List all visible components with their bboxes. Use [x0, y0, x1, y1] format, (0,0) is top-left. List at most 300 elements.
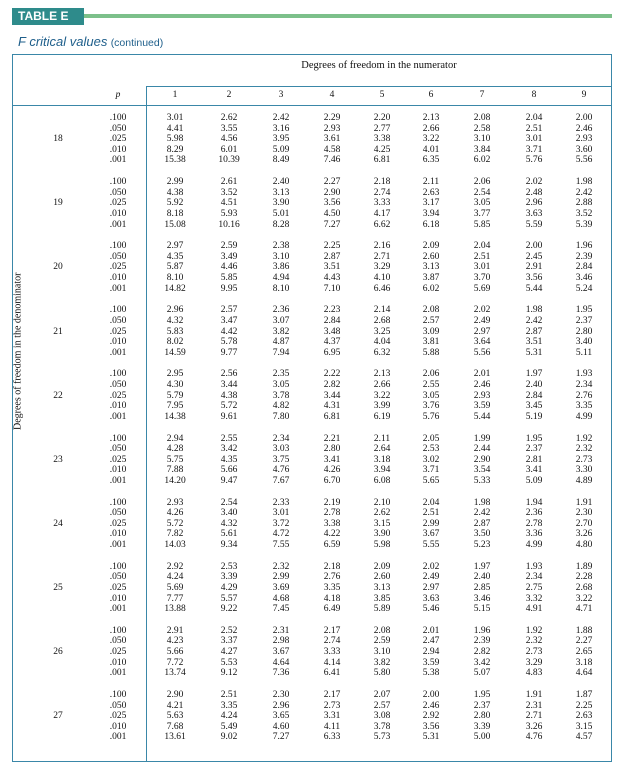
- table-cell: 2.91: [166, 625, 184, 636]
- table-cell: 2.20: [373, 113, 391, 123]
- column-header-9: 9: [581, 90, 587, 100]
- table-cell: 2.39: [575, 251, 593, 262]
- table-cell: 3.03: [272, 444, 290, 455]
- table-cell: 2.99: [422, 518, 440, 529]
- table-cell: 2.66: [422, 123, 440, 134]
- table-cell: 4.26: [166, 508, 184, 519]
- table-cell: 2.94: [166, 433, 184, 444]
- table-cell: 2.94: [422, 647, 440, 657]
- column-header-7: 7: [479, 90, 485, 100]
- table-cell: 5.55: [422, 540, 440, 550]
- table-label: TABLE E: [12, 8, 84, 25]
- p-value-cell: .010: [109, 593, 127, 604]
- table-cell: 6.32: [373, 347, 391, 358]
- table-cell: 4.46: [220, 262, 238, 273]
- table-cell: 4.35: [220, 454, 238, 465]
- table-cell: 3.05: [473, 198, 491, 209]
- table-cell: 4.89: [575, 475, 593, 486]
- column-header-1: 1: [172, 90, 178, 100]
- table-cell: 2.22: [323, 369, 341, 380]
- table-cell: 3.33: [323, 647, 341, 657]
- df-label: 25: [53, 582, 63, 593]
- table-cell: 2.82: [323, 380, 341, 390]
- p-value-cell: .010: [109, 465, 127, 476]
- table-cell: 3.56: [422, 721, 440, 732]
- p-value-cell: .025: [109, 582, 127, 593]
- table-cell: 3.95: [272, 134, 290, 145]
- table-cell: 4.56: [220, 134, 238, 145]
- table-cell: 4.28: [166, 444, 184, 455]
- table-cell: 4.58: [323, 144, 341, 155]
- table-cell: 2.84: [525, 390, 543, 401]
- table-cell: 5.63: [166, 711, 184, 722]
- table-cell: 3.44: [220, 380, 238, 390]
- p-value-cell: .100: [109, 113, 127, 123]
- table-cell: 5.73: [373, 732, 391, 743]
- table-cell: 2.37: [525, 444, 543, 455]
- p-value-cell: .025: [109, 711, 127, 722]
- table-cell: 2.98: [272, 636, 290, 647]
- table-cell: 2.36: [525, 508, 543, 519]
- table-cell: 2.80: [323, 444, 341, 455]
- p-value-cell: .001: [109, 219, 127, 230]
- table-cell: 1.89: [575, 561, 593, 572]
- table-cell: 3.41: [323, 454, 341, 465]
- p-value-cell: .100: [109, 369, 127, 380]
- table-cell: 2.60: [422, 251, 440, 262]
- table-cell: 7.36: [272, 668, 290, 679]
- table-cell: 2.30: [575, 508, 593, 519]
- table-cell: 3.09: [422, 326, 440, 337]
- table-cell: 4.37: [323, 337, 341, 348]
- table-cell: 3.01: [272, 508, 290, 519]
- p-value-cell: .100: [109, 689, 127, 700]
- table-cell: 2.37: [473, 700, 491, 711]
- table-cell: 3.75: [272, 454, 290, 465]
- table-cell: 2.71: [373, 251, 391, 262]
- table-cell: 2.25: [575, 700, 593, 711]
- table-cell: 2.51: [422, 508, 440, 519]
- table-cell: 4.76: [525, 732, 543, 743]
- table-cell: 4.32: [166, 315, 184, 326]
- table-cell: 1.97: [525, 369, 543, 380]
- table-cell: 2.09: [373, 561, 391, 572]
- table-cell: 4.24: [166, 572, 184, 583]
- table-cell: 5.85: [473, 219, 491, 230]
- table-cell: 3.59: [473, 401, 491, 412]
- table-cell: 5.53: [220, 657, 238, 668]
- table-cell: 4.27: [220, 647, 238, 657]
- table-cell: 2.96: [525, 198, 543, 209]
- table-cell: 2.01: [473, 369, 491, 380]
- table-cell: 5.72: [220, 401, 238, 412]
- table-cell: 5.66: [166, 647, 184, 657]
- table-cell: 5.19: [525, 411, 543, 422]
- table-cell: 1.93: [575, 369, 593, 380]
- table-cell: 9.02: [220, 732, 238, 743]
- table-cell: 2.80: [473, 711, 491, 722]
- table-cell: 3.48: [323, 326, 341, 337]
- table-cell: 2.11: [422, 177, 440, 188]
- table-cell: 7.95: [166, 401, 184, 412]
- table-cell: 2.08: [373, 625, 391, 636]
- table-cell: 3.90: [373, 529, 391, 540]
- table-cell: 5.56: [473, 347, 491, 358]
- table-cell: 2.44: [473, 444, 491, 455]
- table-cell: 8.02: [166, 337, 184, 348]
- table-cell: 2.75: [525, 582, 543, 593]
- column-header-divider: [12, 105, 612, 106]
- table-cell: 2.45: [525, 251, 543, 262]
- table-cell: 14.20: [164, 475, 186, 486]
- table-cell: 2.90: [166, 689, 184, 700]
- table-cell: 4.43: [323, 273, 341, 283]
- table-cell: 2.63: [422, 187, 440, 198]
- p-value-cell: .025: [109, 454, 127, 465]
- table-cell: 3.94: [422, 208, 440, 219]
- table-cell: 4.24: [220, 711, 238, 722]
- p-value-cell: .010: [109, 529, 127, 540]
- subtitle-continued: (continued): [110, 37, 164, 49]
- table-cell: 3.13: [422, 262, 440, 273]
- table-cell: 10.16: [218, 219, 240, 230]
- table-cell: 3.38: [373, 134, 391, 145]
- table-cell: 2.30: [272, 689, 290, 700]
- table-cell: 2.57: [422, 315, 440, 326]
- table-cell: 2.80: [575, 326, 593, 337]
- table-cell: 4.60: [272, 721, 290, 732]
- table-cell: 2.46: [575, 123, 593, 134]
- table-cell: 3.78: [272, 390, 290, 401]
- table-cell: 3.29: [525, 657, 543, 668]
- table-cell: 2.93: [323, 123, 341, 134]
- table-cell: 2.21: [323, 433, 341, 444]
- table-cell: 5.76: [422, 411, 440, 422]
- table-cell: 2.96: [166, 305, 184, 316]
- table-cell: 2.04: [473, 241, 491, 252]
- table-cell: 4.31: [323, 401, 341, 412]
- table-cell: 3.60: [575, 144, 593, 155]
- table-cell: 2.73: [525, 647, 543, 657]
- table-cell: 1.98: [575, 177, 593, 188]
- table-cell: 2.23: [323, 305, 341, 316]
- table-cell: 4.30: [166, 380, 184, 390]
- p-value-cell: .050: [109, 700, 127, 711]
- p-value-cell: .010: [109, 657, 127, 668]
- table-cell: 7.10: [323, 283, 341, 294]
- table-cell: 5.87: [166, 262, 184, 273]
- table-cell: 2.06: [422, 369, 440, 380]
- table-cell: 4.22: [323, 529, 341, 540]
- table-cell: 3.05: [272, 380, 290, 390]
- table-cell: 2.60: [373, 572, 391, 583]
- table-cell: 8.28: [272, 219, 290, 230]
- numerator-header: Degrees of freedom in the numerator: [301, 60, 457, 71]
- table-cell: 2.10: [373, 497, 391, 508]
- table-cell: 3.71: [525, 144, 543, 155]
- table-cell: 2.27: [323, 177, 341, 188]
- header-rule: [84, 14, 612, 18]
- table-cell: 2.78: [323, 508, 341, 519]
- table-cell: 13.74: [164, 668, 186, 679]
- table-cell: 4.99: [575, 411, 593, 422]
- table-cell: 2.37: [575, 315, 593, 326]
- table-cell: 2.70: [575, 518, 593, 529]
- table-cell: 9.34: [220, 540, 238, 550]
- stub-divider: [146, 87, 147, 761]
- p-value-cell: .025: [109, 390, 127, 401]
- table-cell: 8.49: [272, 155, 290, 166]
- p-value-cell: .050: [109, 636, 127, 647]
- table-cell: 4.04: [373, 337, 391, 348]
- table-cell: 3.22: [373, 390, 391, 401]
- table-cell: 13.88: [164, 604, 186, 615]
- df-label: 22: [53, 390, 63, 401]
- table-cell: 2.76: [323, 572, 341, 583]
- table-cell: 3.81: [422, 337, 440, 348]
- table-cell: 2.99: [272, 572, 290, 583]
- table-cell: 2.91: [525, 262, 543, 273]
- table-cell: 3.32: [525, 593, 543, 604]
- table-cell: 1.98: [473, 497, 491, 508]
- p-value-cell: .001: [109, 540, 127, 550]
- table-cell: 7.55: [272, 540, 290, 550]
- table-cell: 5.72: [166, 518, 184, 529]
- table-cell: 2.36: [272, 305, 290, 316]
- table-cell: 5.09: [272, 144, 290, 155]
- table-cell: 3.86: [272, 262, 290, 273]
- table-cell: 3.08: [373, 711, 391, 722]
- table-cell: 1.92: [575, 433, 593, 444]
- table-cell: 2.46: [422, 700, 440, 711]
- table-cell: 7.46: [323, 155, 341, 166]
- df-label: 23: [53, 454, 63, 465]
- table-cell: 2.02: [473, 305, 491, 316]
- table-cell: 5.61: [220, 529, 238, 540]
- table-cell: 2.56: [220, 369, 238, 380]
- table-cell: 2.64: [373, 444, 391, 455]
- p-value-cell: .050: [109, 508, 127, 519]
- table-cell: 4.57: [575, 732, 593, 743]
- table-cell: 3.52: [220, 187, 238, 198]
- table-cell: 2.13: [422, 113, 440, 123]
- table-cell: 3.78: [373, 721, 391, 732]
- table-cell: 5.31: [422, 732, 440, 743]
- p-value-cell: .025: [109, 518, 127, 529]
- table-cell: 6.59: [323, 540, 341, 550]
- df-label: 24: [53, 518, 63, 529]
- p-value-cell: .100: [109, 561, 127, 572]
- table-cell: 2.34: [272, 433, 290, 444]
- table-cell: 4.71: [575, 604, 593, 615]
- table-cell: 3.25: [373, 326, 391, 337]
- p-value-cell: .025: [109, 198, 127, 209]
- table-cell: 5.98: [166, 134, 184, 145]
- table-cell: 2.00: [422, 689, 440, 700]
- table-cell: 3.41: [525, 465, 543, 476]
- table-cell: 5.85: [220, 273, 238, 283]
- table-cell: 3.42: [220, 444, 238, 455]
- table-cell: 3.76: [422, 401, 440, 412]
- denominator-header: Degrees of freedom in the denominator: [12, 272, 24, 430]
- table-cell: 2.92: [166, 561, 184, 572]
- table-cell: 3.72: [272, 518, 290, 529]
- table-cell: 2.42: [272, 113, 290, 123]
- table-cell: 6.01: [220, 144, 238, 155]
- table-cell: 5.66: [220, 465, 238, 476]
- p-value-cell: .001: [109, 732, 127, 743]
- df-label: 19: [53, 198, 63, 209]
- table-cell: 2.90: [473, 454, 491, 465]
- table-cell: 3.82: [373, 657, 391, 668]
- table-cell: 7.72: [166, 657, 184, 668]
- table-cell: 3.36: [525, 529, 543, 540]
- table-cell: 2.53: [220, 561, 238, 572]
- table-cell: 2.40: [525, 380, 543, 390]
- table-cell: 3.51: [323, 262, 341, 273]
- df-label: 27: [53, 711, 63, 722]
- table-cell: 4.64: [575, 668, 593, 679]
- table-cell: 2.19: [323, 497, 341, 508]
- table-cell: 3.30: [575, 465, 593, 476]
- table-cell: 3.56: [525, 273, 543, 283]
- table-cell: 4.11: [323, 721, 341, 732]
- p-value-cell: .025: [109, 134, 127, 145]
- table-cell: 3.39: [220, 572, 238, 583]
- p-value-cell: .010: [109, 337, 127, 348]
- table-cell: 2.82: [473, 647, 491, 657]
- table-cell: 2.97: [166, 241, 184, 252]
- table-cell: 9.77: [220, 347, 238, 358]
- table-cell: 15.08: [164, 219, 186, 230]
- table-cell: 3.22: [575, 593, 593, 604]
- table-cell: 6.19: [373, 411, 391, 422]
- table-cell: 2.29: [323, 113, 341, 123]
- table-cell: 2.71: [525, 711, 543, 722]
- table-cell: 4.99: [525, 540, 543, 550]
- table-cell: 2.87: [525, 326, 543, 337]
- table-subtitle: [18, 34, 163, 49]
- table-cell: 4.72: [272, 529, 290, 540]
- table-cell: 8.29: [166, 144, 184, 155]
- table-cell: 3.56: [323, 198, 341, 209]
- table-cell: 2.32: [575, 444, 593, 455]
- table-cell: 2.09: [422, 241, 440, 252]
- table-cell: 4.32: [220, 518, 238, 529]
- table-cell: 2.48: [525, 187, 543, 198]
- table-cell: 2.08: [422, 305, 440, 316]
- table-cell: 4.87: [272, 337, 290, 348]
- table-cell: 1.88: [575, 625, 593, 636]
- table-cell: 3.02: [422, 454, 440, 465]
- table-cell: 4.38: [220, 390, 238, 401]
- table-cell: 2.42: [575, 187, 593, 198]
- table-cell: 3.35: [220, 700, 238, 711]
- table-cell: 5.09: [525, 475, 543, 486]
- table-cell: 3.71: [422, 465, 440, 476]
- table-cell: 3.10: [272, 251, 290, 262]
- p-value-cell: .050: [109, 380, 127, 390]
- table-cell: 2.13: [373, 369, 391, 380]
- table-cell: 5.57: [220, 593, 238, 604]
- table-cell: 5.39: [575, 219, 593, 230]
- table-cell: 2.68: [373, 315, 391, 326]
- table-cell: 4.38: [166, 187, 184, 198]
- table-cell: 2.40: [272, 177, 290, 188]
- table-cell: 2.92: [422, 711, 440, 722]
- table-cell: 3.01: [166, 113, 184, 123]
- table-cell: 4.01: [422, 144, 440, 155]
- table-cell: 3.10: [373, 647, 391, 657]
- table-cell: 2.18: [373, 177, 391, 188]
- table-cell: 3.59: [422, 657, 440, 668]
- table-cell: 4.83: [525, 668, 543, 679]
- table-cell: 3.22: [422, 134, 440, 145]
- table-cell: 4.42: [220, 326, 238, 337]
- table-cell: 3.51: [525, 337, 543, 348]
- table-cell: 3.52: [575, 208, 593, 219]
- table-cell: 1.95: [525, 433, 543, 444]
- table-cell: 3.47: [220, 315, 238, 326]
- table-cell: 2.00: [575, 113, 593, 123]
- table-cell: 2.51: [220, 689, 238, 700]
- table-cell: 2.84: [575, 262, 593, 273]
- table-cell: 4.14: [323, 657, 341, 668]
- table-cell: 3.05: [422, 390, 440, 401]
- table-cell: 2.35: [272, 369, 290, 380]
- table-cell: 3.33: [373, 198, 391, 209]
- table-cell: 2.81: [525, 454, 543, 465]
- table-cell: 6.81: [323, 411, 341, 422]
- table-cell: 2.66: [373, 380, 391, 390]
- p-value-cell: .050: [109, 123, 127, 134]
- table-cell: 2.54: [220, 497, 238, 508]
- table-cell: 2.73: [575, 454, 593, 465]
- table-cell: 5.76: [525, 155, 543, 166]
- table-cell: 2.93: [575, 134, 593, 145]
- table-cell: 8.10: [272, 283, 290, 294]
- table-cell: 5.56: [575, 155, 593, 166]
- table-cell: 4.64: [272, 657, 290, 668]
- table-cell: 4.21: [166, 700, 184, 711]
- table-cell: 2.85: [473, 582, 491, 593]
- table-cell: 2.49: [422, 572, 440, 583]
- p-value-cell: .050: [109, 251, 127, 262]
- table-cell: 3.35: [323, 582, 341, 593]
- p-value-cell: .010: [109, 273, 127, 283]
- table-cell: 4.25: [373, 144, 391, 155]
- table-cell: 5.93: [220, 208, 238, 219]
- table-cell: 3.13: [272, 187, 290, 198]
- table-cell: 3.18: [575, 657, 593, 668]
- table-cell: 2.31: [272, 625, 290, 636]
- table-cell: 2.02: [525, 177, 543, 188]
- table-cell: 2.25: [323, 241, 341, 252]
- table-cell: 6.81: [373, 155, 391, 166]
- table-cell: 7.77: [166, 593, 184, 604]
- table-cell: 2.04: [525, 113, 543, 123]
- table-cell: 3.40: [575, 337, 593, 348]
- table-cell: 2.42: [525, 315, 543, 326]
- table-cell: 4.23: [166, 636, 184, 647]
- table-cell: 5.78: [220, 337, 238, 348]
- table-cell: 1.91: [525, 689, 543, 700]
- table-cell: 15.38: [164, 155, 186, 166]
- table-cell: 3.35: [575, 401, 593, 412]
- table-cell: 2.51: [525, 123, 543, 134]
- table-cell: 4.68: [272, 593, 290, 604]
- table-cell: 2.14: [373, 305, 391, 316]
